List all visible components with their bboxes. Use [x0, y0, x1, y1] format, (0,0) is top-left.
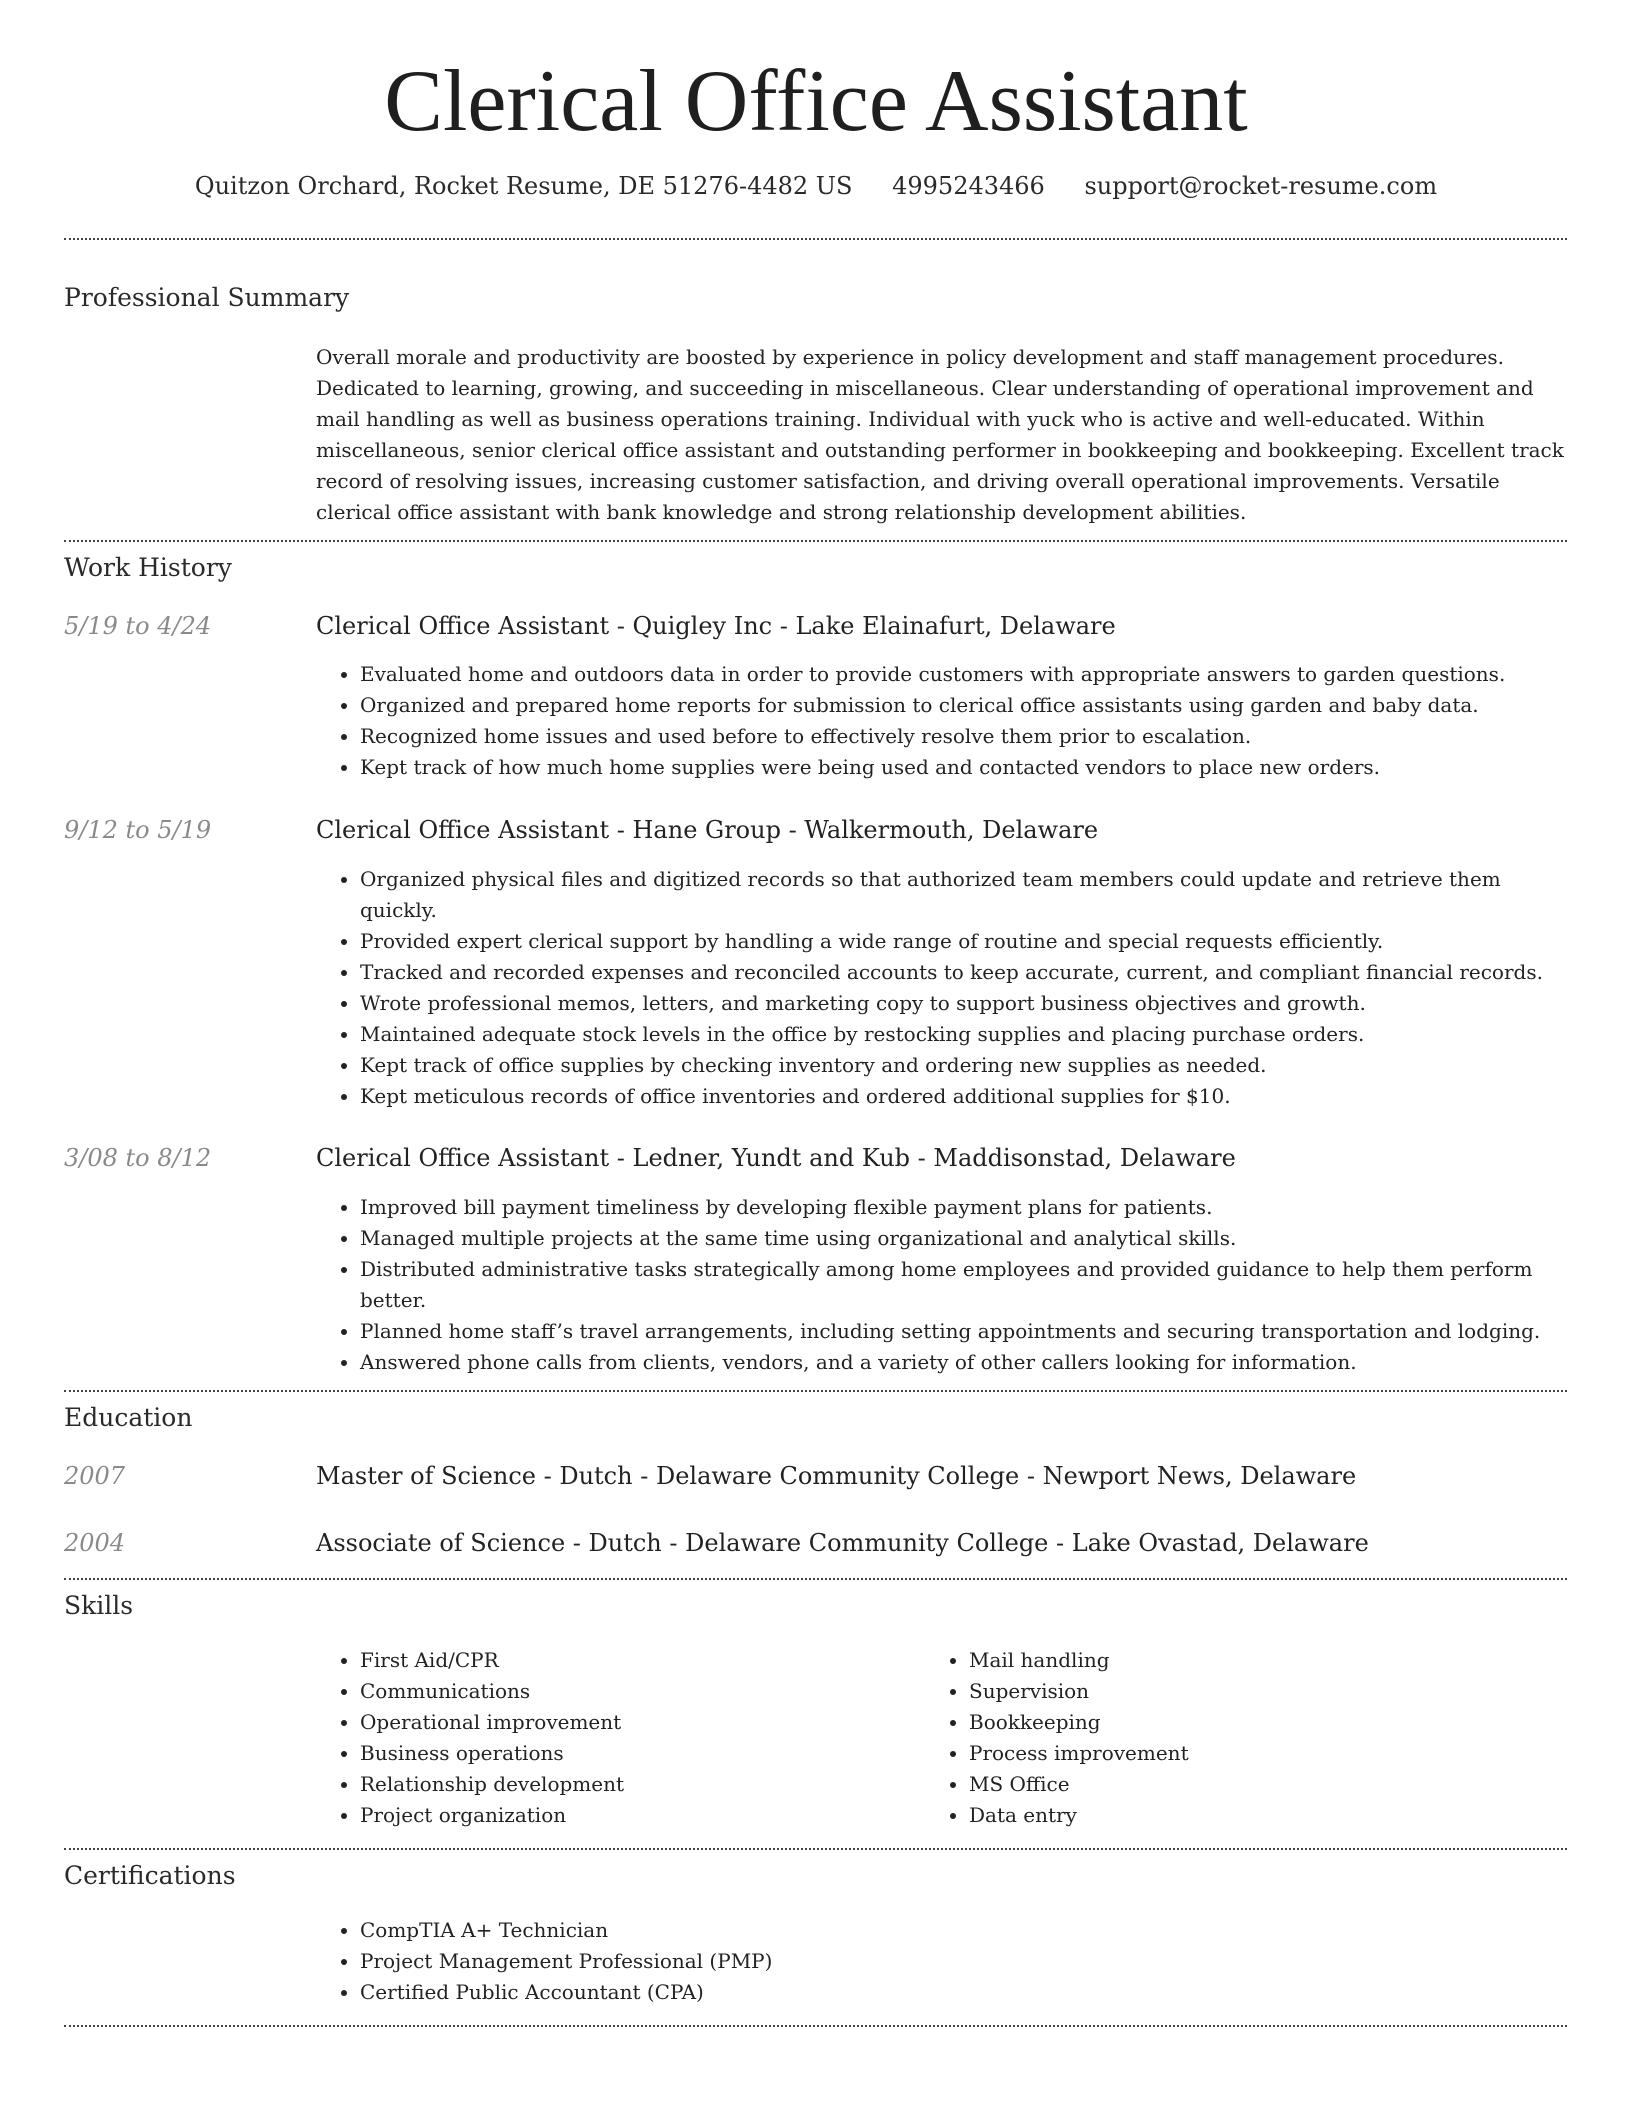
job-dates: 3/08 to 8/12	[64, 1144, 212, 1172]
job-title: Clerical Office Assistant - Ledner, Yundt and Kub - Maddisonstad, Delaware	[316, 1144, 1236, 1172]
job-bullets	[316, 1192, 1572, 1378]
education-degree: Master of Science - Dutch - Delaware Community College - Newport News, Delaware	[316, 1462, 1357, 1490]
section-divider	[64, 1390, 1567, 1392]
skill-item: • Mail handling	[969, 1645, 1525, 1676]
skills-heading: Skills	[64, 1591, 134, 1620]
summary-heading: Professional Summary	[64, 283, 350, 312]
job-bullet: • Kept meticulous records of office inventories and ordered additional supplies for $10.	[360, 1081, 1572, 1112]
job-bullet: • Recognized home issues and used before to effectively resolve them prior to escalation.	[360, 721, 1572, 752]
contact-line	[0, 170, 1632, 202]
job-bullet: • Wrote professional memos, letters, and marketing copy to support business objectives and growth.	[360, 988, 1572, 1019]
section-divider	[64, 2025, 1567, 2027]
job-bullet: • Provided expert clerical support by handling a wide range of routine and special requests efficiently.	[360, 926, 1572, 957]
skill-item: • MS Office	[969, 1769, 1525, 1800]
job-bullet: • Answered phone calls from clients, vendors, and a variety of other callers looking for information.	[360, 1347, 1572, 1378]
skills-list-left	[316, 1645, 916, 1831]
skill-item: • Supervision	[969, 1676, 1525, 1707]
education-degree: Associate of Science - Dutch - Delaware Community College - Lake Ovastad, Delaware	[316, 1529, 1369, 1557]
job-bullet: • Kept track of office supplies by checking inventory and ordering new supplies as needed.	[360, 1050, 1572, 1081]
resume-name: Clerical Office Assistant	[384, 53, 1248, 150]
education-year: 2007	[64, 1462, 126, 1490]
job-bullets	[316, 659, 1572, 783]
skills-list-right	[925, 1645, 1525, 1831]
job-bullet: • Evaluated home and outdoors data in order to provide customers with appropriate answers to garden questions.	[360, 659, 1572, 690]
section-divider	[64, 238, 1567, 240]
job-dates: 5/19 to 4/24	[64, 612, 212, 640]
education-heading: Education	[64, 1403, 193, 1432]
certifications-heading: Certifications	[64, 1861, 236, 1890]
section-divider	[64, 1848, 1567, 1850]
skill-item: • Bookkeeping	[969, 1707, 1525, 1738]
job-bullet: • Improved bill payment timeliness by developing flexible payment plans for patients.	[360, 1192, 1572, 1223]
job-bullet: • Managed multiple projects at the same time using organizational and analytical skills.	[360, 1223, 1572, 1254]
skill-item: • First Aid/CPR	[360, 1645, 916, 1676]
job-bullet: • Planned home staff’s travel arrangements, including setting appointments and securing transportation and lodging.	[360, 1316, 1572, 1347]
certification-item: • CompTIA A+ Technician	[360, 1915, 1572, 1946]
skill-item: • Data entry	[969, 1800, 1525, 1831]
certification-item: • Certified Public Accountant (CPA)	[360, 1977, 1572, 2008]
skill-item: • Process improvement	[969, 1738, 1525, 1769]
skill-item: • Project organization	[360, 1800, 916, 1831]
job-bullets	[316, 864, 1572, 1112]
contact-phone: 4995243466	[892, 172, 1045, 200]
work-history-heading: Work History	[64, 553, 232, 582]
job-bullet: • Maintained adequate stock levels in the office by restocking supplies and placing purchase orders.	[360, 1019, 1572, 1050]
summary-text: Overall morale and productivity are boosted by experience in policy development and staff management procedures. Dedicated to learning, growing, and succeeding in miscellaneous. Clear understanding of operational improvement and mail handling as well as business operations training. Individual with yuck who is active and well-educated. Within miscellaneous, senior clerical office assistant and outstanding performer in bookkeeping and bookkeeping. Excellent track record of resolving issues, increasing customer satisfaction, and driving overall operational improvements. Versatile clerical office assistant with bank knowledge and strong relationship development abilities.	[316, 345, 1564, 524]
job-bullet: • Organized and prepared home reports for submission to clerical office assistants using garden and baby data.	[360, 690, 1572, 721]
job-bullet: • Tracked and recorded expenses and reconciled accounts to keep accurate, current, and compliant financial records.	[360, 957, 1572, 988]
skill-item: • Communications	[360, 1676, 916, 1707]
job-bullet: • Organized physical files and digitized records so that authorized team members could update and retrieve them quickly.	[360, 864, 1572, 926]
job-title: Clerical Office Assistant - Hane Group - Walkermouth, Delaware	[316, 816, 1099, 844]
skill-item: • Operational improvement	[360, 1707, 916, 1738]
job-bullet: • Kept track of how much home supplies were being used and contacted vendors to place new orders.	[360, 752, 1572, 783]
skill-item: • Relationship development	[360, 1769, 916, 1800]
education-year: 2004	[64, 1529, 126, 1557]
job-title: Clerical Office Assistant - Quigley Inc - Lake Elainafurt, Delaware	[316, 612, 1116, 640]
section-divider	[64, 540, 1567, 542]
section-divider	[64, 1578, 1567, 1580]
job-dates: 9/12 to 5/19	[64, 816, 212, 844]
contact-address: Quitzon Orchard, Rocket Resume, DE 51276-4482 US	[194, 172, 853, 200]
skill-item: • Business operations	[360, 1738, 916, 1769]
contact-email: support@rocket-resume.com	[1084, 172, 1438, 200]
certifications-list	[316, 1915, 1572, 2008]
job-bullet: • Distributed administrative tasks strategically among home employees and provided guidance to help them perform better.	[360, 1254, 1572, 1316]
certification-item: • Project Management Professional (PMP)	[360, 1946, 1572, 1977]
